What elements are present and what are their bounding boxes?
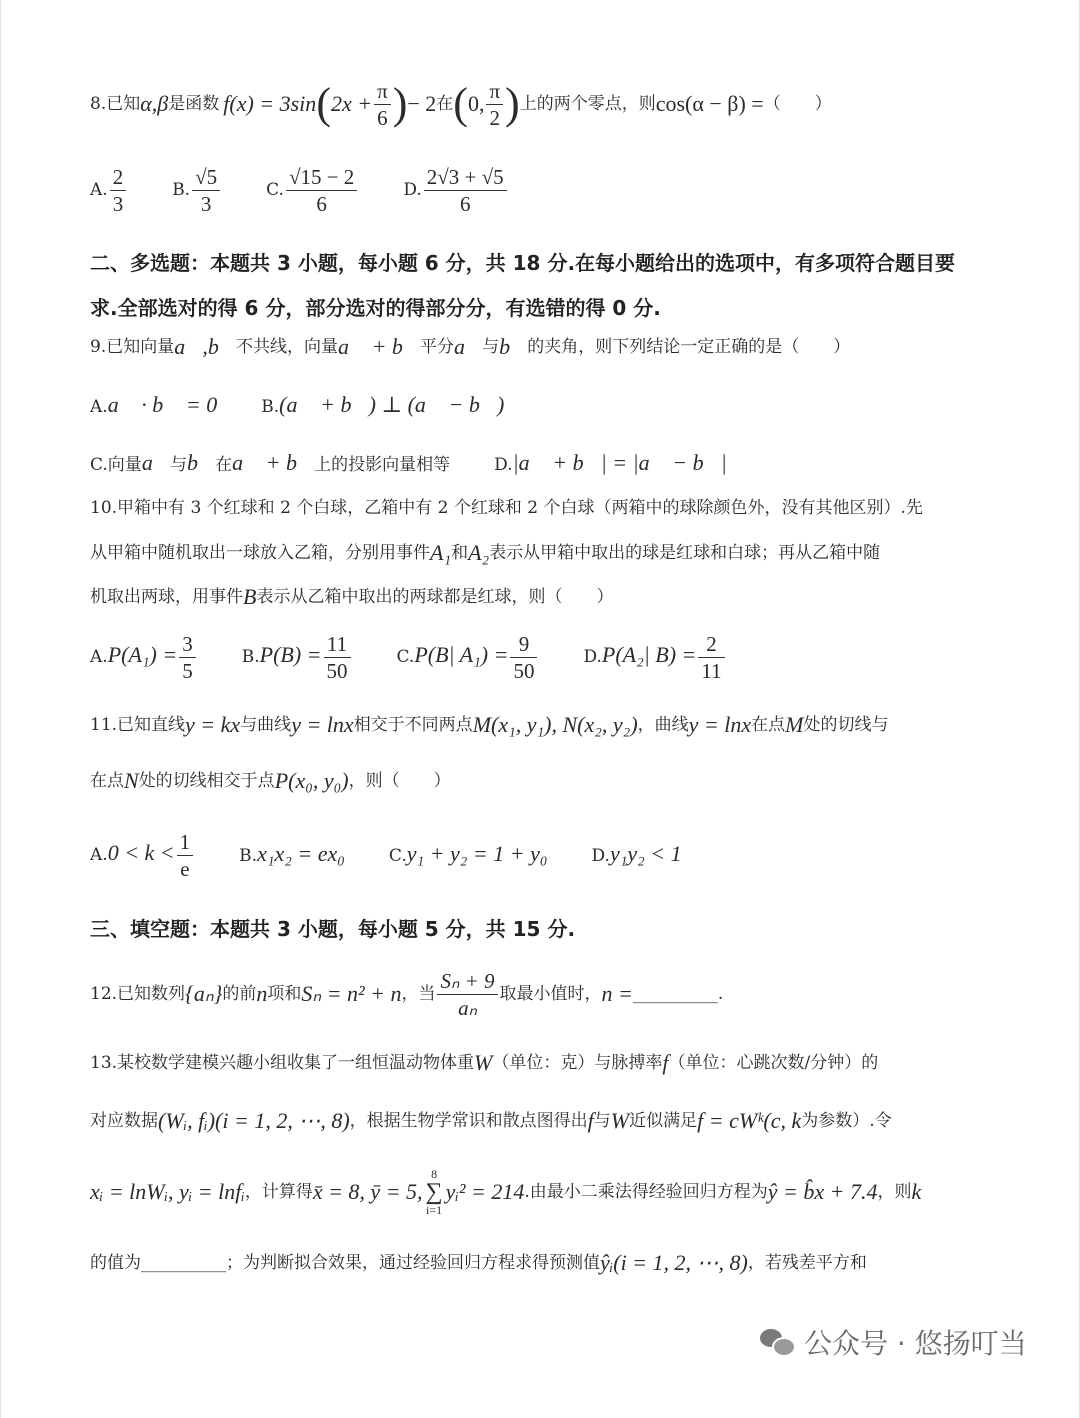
section-3-heading: 三、填空题：本题共 3 小题，每小题 5 分，共 15 分. bbox=[90, 917, 576, 941]
q9-options-cd bbox=[90, 452, 1020, 476]
q11-line2: 在点 N 处的切线相交于点 P(x₀, y₀) ，则（ ） bbox=[90, 768, 451, 793]
q10-option-a: A.P(A₁) = $\frac{3}{5}$ bbox=[90, 631, 198, 684]
q12-stem: 12.已知数列 {aₙ} 的前 n 项和 Sₙ = n² + n ，当 $\frac{\text{Sₙ + 9}}{\text{aₙ}}$ 取最小值时， n = __________. bbox=[90, 968, 724, 1020]
q10-line2: 从甲箱中随机取出一球放入乙箱，分别用事件 A₁ 和 A₂ 表示从甲箱中取出的球是红球和白球；再从乙箱中随 bbox=[90, 540, 881, 565]
watermark-text: 公众号 · 悠扬叮当 bbox=[804, 1327, 1027, 1360]
q11-option-d: D.y₁y₂ < 1 bbox=[591, 841, 682, 866]
q9-option-c: C.向量a⃗与b⃗在a⃗ + b⃗上的投影向量相等 bbox=[90, 450, 451, 475]
q10-option-c: C.P(B| A₁) = $\frac{9}{50}$ bbox=[397, 631, 540, 684]
section-2-heading-line2: 求.全部选对的得 6 分，部分选对的得部分分，有选错的得 0 分. bbox=[90, 296, 661, 320]
q12-fraction: $\frac{\text{Sₙ + 9}}{\text{aₙ}}$ bbox=[437, 968, 497, 1021]
sum-symbol: 8 ∑ i=1 bbox=[425, 1167, 443, 1217]
wechat-icon bbox=[760, 1327, 794, 1357]
q13-line4: 的值为__________；为判断拟合效果，通过经验回归方程求得预测值 ŷᵢ(i = 1, 2, ⋯, 8) ，若残差平方和 bbox=[90, 1250, 867, 1275]
q8-option-d: D. $\frac{2√3 + √5}{6}$ bbox=[403, 164, 508, 217]
q13-line1: 13.某校数学建模兴趣小组收集了一组恒温动物体重 W （单位：克）与脉搏率 f （单位：心跳次数/分钟）的 bbox=[90, 1050, 879, 1075]
q8-stem: 8.已知 α,β 是函数 f(x) = 3sin ( 2x + $\frac{\pi}{6}$ ) − 2 在 ( 0, $\frac{\pi}{2}$ ) 上的两个零点，则 cos(α − β) = （ ） bbox=[90, 78, 832, 130]
q11-option-a: A.0 < k < $\frac{1}{e}$ bbox=[90, 829, 195, 882]
q11-line1: 11.已知直线 y = kx 与曲线 y = lnx 相交于不同两点 M(x₁, y₁), N(x₂, y₂) ，曲线 y = lnx 在点 M 处的切线与 bbox=[90, 712, 889, 737]
q8-pi-over-2: $\frac{\pi}{2}$ bbox=[486, 78, 503, 131]
q10-line3: 机取出两球，用事件 B 表示从乙箱中取出的两球都是红球，则（ ） bbox=[90, 584, 614, 609]
q11-options bbox=[90, 826, 1020, 884]
q11-option-c: C.y₁ + y₂ = 1 + y₀ bbox=[388, 841, 548, 866]
q10-option-d: D.P(A₂| B) = $\frac{2}{11}$ bbox=[583, 631, 726, 684]
q9-stem: 9.已知向量 a⃗,b⃗ 不共线，向量 a⃗ + b⃗ 平分 a⃗ 与 b⃗ 的夹角，则下列结论一定正确的是（ ） bbox=[90, 334, 851, 359]
q10-line1: 10.甲箱中有 3 个红球和 2 个白球，乙箱中有 2 个红球和 2 个白球（两箱中的球除颜色外，没有其他区别）.先 bbox=[90, 498, 923, 518]
q8-option-c: C. $\frac{√15 - 2}{6}$ bbox=[266, 164, 359, 217]
q11-option-b: B.x₁x₂ = ex₀ bbox=[239, 841, 345, 866]
watermark bbox=[760, 1322, 1027, 1362]
q9-options-ab bbox=[90, 394, 1020, 418]
section-2-heading-line1: 二、多选题：本题共 3 小题，每小题 6 分，共 18 分.在每小题给出的选项中，有多项符合题目要 bbox=[90, 251, 956, 275]
q8-option-b: B. $\frac{√5}{3}$ bbox=[172, 164, 222, 217]
q10-option-b: B.P(B) = $\frac{11}{50}$ bbox=[242, 631, 353, 684]
q9-option-a: A.a⃗ · b⃗ = 0 bbox=[90, 392, 218, 417]
page-border-left bbox=[0, 0, 1, 1418]
q9-option-d: D.|a⃗ + b⃗| = |a⃗ − b⃗| bbox=[494, 450, 727, 475]
q8-pi-over-6: $\frac{\pi}{6}$ bbox=[374, 78, 391, 131]
q10-options bbox=[90, 628, 1020, 686]
q13-line2: 对应数据 (Wᵢ, fᵢ)(i = 1, 2, ⋯, 8) ，根据生物学常识和散点图得出 f 与 W 近似满足 f = cWᵏ(c, k 为参数）.令 bbox=[90, 1108, 892, 1133]
q9-option-b: B.(a⃗ + b⃗) ⊥ (a⃗ − b⃗) bbox=[261, 392, 505, 417]
q8-option-a: A. $\frac{2}{3}$ bbox=[90, 164, 128, 217]
q8-options bbox=[90, 160, 1020, 220]
q13-line3: xᵢ = lnWᵢ, yᵢ = lnfᵢ ，计算得 x̄ = 8, ȳ = 5, 8 ∑ i=1 yᵢ² = 214 .由最小二乘法得经验回归方程为 ŷ = b̂x + 7.4 ，则 k bbox=[90, 1167, 922, 1217]
